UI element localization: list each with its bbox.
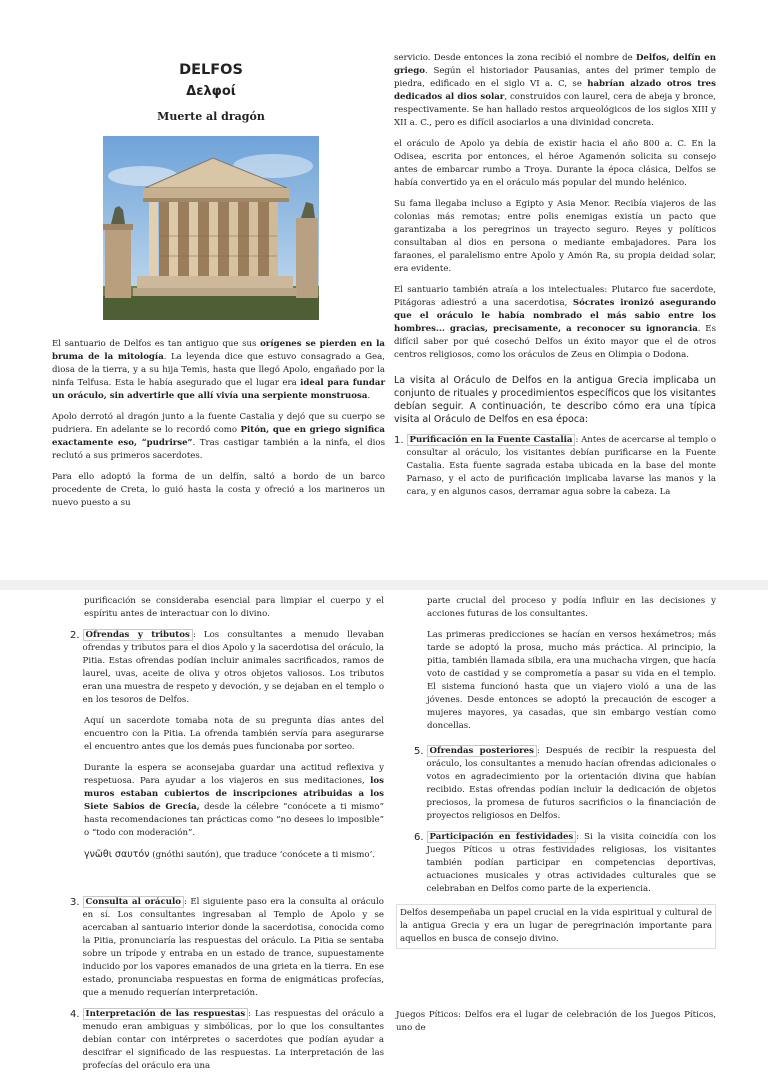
list-number: 5. — [414, 746, 424, 757]
list-number: 3. — [70, 897, 80, 908]
paragraph: purificación se consideraba esencial para limpiar el cuerpo y el espíritu antes de interactuar con lo divino. — [84, 596, 384, 619]
list-item-body: Interpretación de las respuestas : Las respuestas del oráculo a menudo eran ambiguas y simbólicas, por lo que los consultantes debían contar con intérpretes o sacerdotes que podían ayudar a descifrar el significado de las respuestas. La interpretación de las profecías del oráculo era una — [82, 1009, 384, 1071]
page-title: DELFOS — [179, 62, 243, 78]
paragraph: Apolo derrotó al dragón junto a la fuente Castalia y dejó que su cuerpo se pudriera. En adelante se lo recordó como Pitón, que en griego significa exactamente eso, “pudrirse”. Tras castigar también a la ninfa, el dios reclutó a sus primeros sacerdotes. — [52, 412, 386, 461]
list-heading: Ofrendas y tributos — [83, 629, 193, 641]
title-block — [103, 64, 319, 123]
list-item-body: Consulta al oráculo : El siguiente paso era la consulta al oráculo en sí. Los consultantes ingresaban al Templo de Apolo y se acercaban al santuario interior donde la sacerdotisa, conocida como la Pitia, pronunciaría las respuestas del oráculo. La Pitia se sentaba sobre un trípode y entraba en un estado de trance, supuestamente inducido por los vapores emanados de una grieta en la tierra. En ese estado, pronunciaba respuestas en forma de enigmáticas profecías, que a menudo requerían interpretación. — [82, 897, 384, 998]
right-column-page-2 — [400, 595, 716, 957]
list-item — [414, 745, 716, 823]
list-heading: Participación en festividades — [427, 831, 577, 843]
paragraph: Delfos desempeñaba un papel crucial en la vida espiritual y cultural de la antigua Grecia y era un lugar de peregrinación importante para aquellos en busca de consejo divino. — [396, 904, 716, 949]
list-number: 4. — [70, 1009, 80, 1020]
right-column-page-1 — [394, 52, 716, 507]
list-item — [70, 896, 384, 1000]
list-item-body: Participación en festividades : Si la visita coincidía con los Juegos Píticos u otras festividades religiosas, los visitantes también podían participar en competencias deportivas, actuaciones musicales y otras actividades culturales que se celebraban en Delfos como parte de la experiencia. — [426, 832, 716, 894]
list-item — [70, 629, 384, 707]
list-heading: Interpretación de las respuestas — [83, 1008, 249, 1020]
temple-photo — [103, 136, 319, 320]
section-subtitle: Muerte al dragón — [157, 110, 265, 123]
left-column-page-1 — [52, 338, 385, 518]
list-item-body: Ofrendas posteriores : Después de recibir la respuesta del oráculo, los consultantes a menudo hacían ofrendas adicionales o votos en agradecimiento por la orientación divina que habían recibido. Estas ofrendas podían incluir la dedicación de objetos preciosos, la promesa de futuros sacrificios o la financiación de proyectos religiosos en Delfos. — [426, 746, 716, 821]
list-item — [70, 1008, 384, 1073]
list-item-body: Ofrendas y tributos : Los consultantes a menudo llevaban ofrendas y tributos para el dios Apolo y la sacerdotisa del oráculo, la Pitia. Estas ofrendas podían incluir animales sacrificados, ramos de laurel, uvas, aceite de oliva y otros objetos valiosos. Los tributos eran una muestra de respeto y devoción, y se dejaban en el templo o en los tesoros de Delfos. — [82, 630, 384, 705]
list-number: 2. — [70, 630, 80, 641]
page-separator — [0, 580, 768, 590]
paragraph: La visita al Oráculo de Delfos en la antigua Grecia implicaba un conjunto de rituales y procedimientos específicos que los visitantes debían seguir. A continuación, te describo cómo era una típica visita al Oráculo de Delfos en esa época: — [394, 375, 716, 425]
list-item — [414, 831, 716, 896]
list-number: 1. — [394, 435, 404, 446]
right-column-footer — [396, 1009, 716, 1043]
paragraph: Su fama llegaba incluso a Egipto y Asia Menor. Recibía viajeros de las colonias más remotas; entre polis enemigas existía un pacto que garantizaba a los peregrinos un trayecto seguro. Reyes y políticos consultaban al dios en persona o mediante embajadores. Para los faraones, el paralelismo entre Apolo y Amón Ra, su propia deidad solar, era evidente. — [394, 199, 716, 274]
paragraph: El santuario también atraía a los intelectuales: Plutarco fue sacerdote, Pitágoras adiestró a una sacerdotisa, Sócrates ironizó asegurando que el oráculo le había nombrado el más sabio entre los hombres... gracias, precisamente, a reconocer su ignorancia. Es difícil saber por qué cosechó Delfos un éxito mayor que el de otros centros religiosos, como los oráculos de Zeus en Olimpia o Dodona. — [394, 285, 716, 360]
temple-illustration-icon — [103, 136, 319, 320]
list-heading: Purificación en la Fuente Castalia — [407, 434, 576, 446]
list-number: 6. — [414, 832, 424, 843]
paragraph: Aquí un sacerdote tomaba nota de su pregunta días antes del encuentro con la Pitia. La ofrenda también servía para asegurarse el encuentro antes que los demás pues funcionaba por sorteo. — [84, 716, 384, 752]
left-column-page-2 — [70, 595, 384, 1081]
document-page-2 — [0, 590, 768, 1071]
list-heading: Ofrendas posteriores — [427, 745, 537, 757]
paragraph: Para ello adoptó la forma de un delfín, saltó a bordo de un barco procedente de Creta, lo guió hasta la costa y ofreció a los marineros un nuevo puesto a su — [52, 472, 385, 508]
paragraph: γνῶθι σαυτόν (gnóthi sautón), que traduce ‘conócete a ti mismo’. — [84, 849, 376, 860]
paragraph: El santuario de Delfos es tan antiguo que sus orígenes se pierden en la bruma de la mitología. La leyenda dice que estuvo consagrado a Gea, diosa de la tierra, y a su hija Temis, hasta que llegó Apolo, engañado por la ninfa Telfusa. Esta le había asegurado que el lugar era ideal para fundar un oráculo, sin advertirle que allí vivía una serpiente monstruosa. — [52, 339, 386, 401]
paragraph: Las primeras predicciones se hacían en versos hexámetros; más tarde se adoptó la prosa, mucho más práctica. Al principio, la pitia, también llamada sibila, era una muchacha virgen, que hacía voto de castidad y se comprometía a pasar su vida en el templo. El sistema funcionó hasta que un viajero violó a una de las jóvenes. Desde entonces se adoptó la precaución de escoger a mujeres mayores, ya casadas, que sin embargo vestían como doncellas. — [427, 630, 716, 731]
paragraph: parte crucial del proceso y podía influir en las decisiones y acciones futuras de los consultantes. — [427, 596, 716, 619]
list-item-body: Purificación en la Fuente Castalia : Antes de acercarse al templo o consultar al oráculo, los visitantes debían purificarse en la Fuente Castalia. Esta fuente sagrada estaba ubicada en la base del monte Parnaso, y el acto de purificación implicaba lavarse las manos y la cara, y en algunos casos, derramar agua sobre la cabeza. La — [406, 435, 716, 497]
paragraph: el oráculo de Apolo ya debía de existir hacia el año 800 a. C. En la Odisea, escrita por entonces, el héroe Agamenón solicita su consejo antes de embarcar rumbo a Troya. Durante la época clásica, Delfos se había convertido ya en el oráculo más popular del mundo helénico. — [394, 139, 716, 188]
paragraph: servicio. Desde entonces la zona recibió el nombre de Delfos, delfín en griego. Según el historiador Pausanias, antes del primer templo de piedra, edificado en el siglo VI a. C, se habrían alzado otros tres dedicados al dios solar, construidos con laurel, cera de abeja y bronce, respectivamente. Se han hallado restos arqueológicos de los siglos XIII y XII a. C., pero es difícil asociarlos a una divinidad concreta. — [394, 53, 717, 128]
paragraph: Durante la espera se aconsejaba guardar una actitud reflexiva y respetuosa. Para ayudar a los viajeros en sus meditaciones, los muros estaban cubiertos de inscripciones atribuidas a los Siete Sabios de Grecia, desde la célebre “conócete a ti mismo” hasta recomendaciones tan prácticas como “no desees lo imposible” o “todo con moderación”. — [84, 763, 384, 838]
list-heading: Consulta al oráculo — [83, 896, 184, 908]
paragraph: Juegos Píticos: Delfos era el lugar de celebración de los Juegos Píticos, uno de — [396, 1010, 716, 1033]
list-item — [394, 434, 716, 499]
greek-title: Δελφοί — [186, 84, 236, 99]
